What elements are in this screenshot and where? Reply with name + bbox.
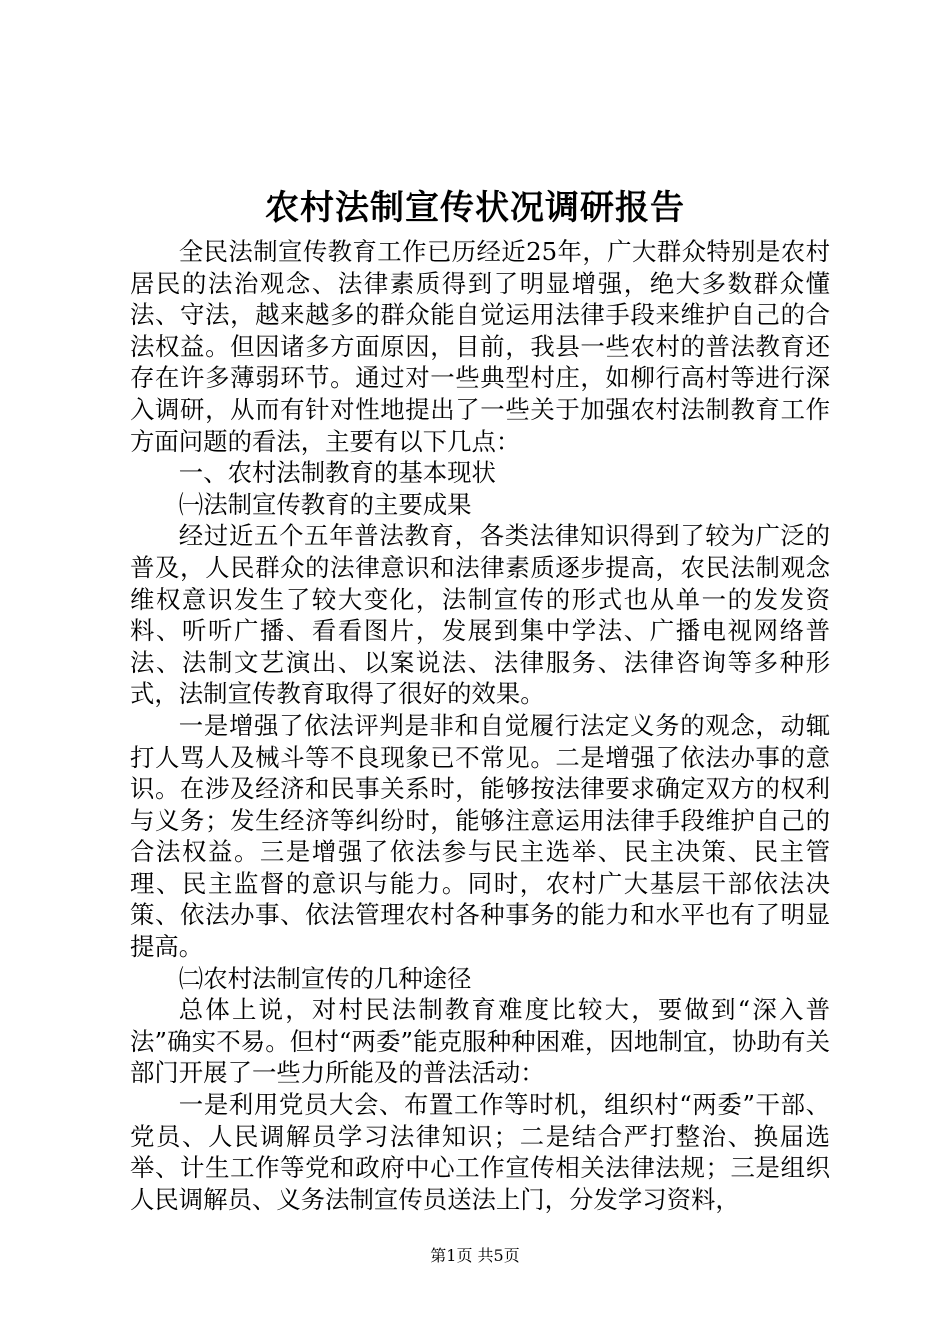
document-body: [130, 236, 830, 1215]
paragraph-methods: 一是利用党员大会、布置工作等时机，组织村“两委”干部、党员、人民调解员学习法律知识；二是结合严打整治、换届选举、计生工作等党和政府中心工作宣传相关法律法规；三是组织人民调解员、义务法制宣传员送法上门，分发学习资料，: [130, 1090, 830, 1214]
paragraph-achievements: 经过近五个五年普法教育，各类法律知识得到了较为广泛的普及，人民群众的法律意识和法律素质逐步提高，农民法制观念维权意识发生了较大变化，法制宣传的形式也从单一的发发资料、听听广播、看看图片，发展到集中学法、广播电视网络普法、法制文艺演出、以案说法、法律服务、法律咨询等多种形式，法制宣传教育取得了很好的效果。: [130, 521, 830, 709]
page-title: 农村法制宣传状况调研报告: [265, 188, 685, 228]
subsection-heading-1: ㈠法制宣传教育的主要成果: [178, 489, 472, 519]
page-number-footer: 第1页 共5页: [430, 1246, 520, 1265]
paragraph-overview: 总体上说，对村民法制教育难度比较大，要做到“深入普法”确实不易。但村“两委”能克服种种困难，因地制宜，协助有关部门开展了一些力所能及的普法活动：: [130, 995, 830, 1088]
paragraph-intro: 全民法制宣传教育工作已历经近25年，广大群众特别是农村居民的法治观念、法律素质得到了明显增强，绝大多数群众懂法、守法，越来越多的群众能自觉运用法律手段来维护自己的合法权益。但因诸多方面原因，目前，我县一些农村的普法教育还存在许多薄弱环节。通过对一些典型村庄，如柳行高村等进行深入调研，从而有针对性地提出了一些关于加强农村法制教育工作方面问题的看法，主要有以下几点：: [130, 237, 830, 456]
section-heading-1: 一、农村法制教育的基本现状: [178, 458, 496, 488]
subsection-heading-2: ㈡农村法制宣传的几种途径: [178, 963, 472, 993]
paragraph-improvements: 一是增强了依法评判是非和自觉履行法定义务的观念，动辄打人骂人及械斗等不良现象已不常见。二是增强了依法办事的意识。在涉及经济和民事关系时，能够按法律要求确定双方的权利与义务；发生经济等纠纷时，能够注意运用法律手段维护自己的合法权益。三是增强了依法参与民主选举、民主决策、民主管理、民主监督的意识与能力。同时，农村广大基层干部依法决策、依法办事、依法管理农村各种事务的能力和水平也有了明显提高。: [130, 710, 830, 962]
